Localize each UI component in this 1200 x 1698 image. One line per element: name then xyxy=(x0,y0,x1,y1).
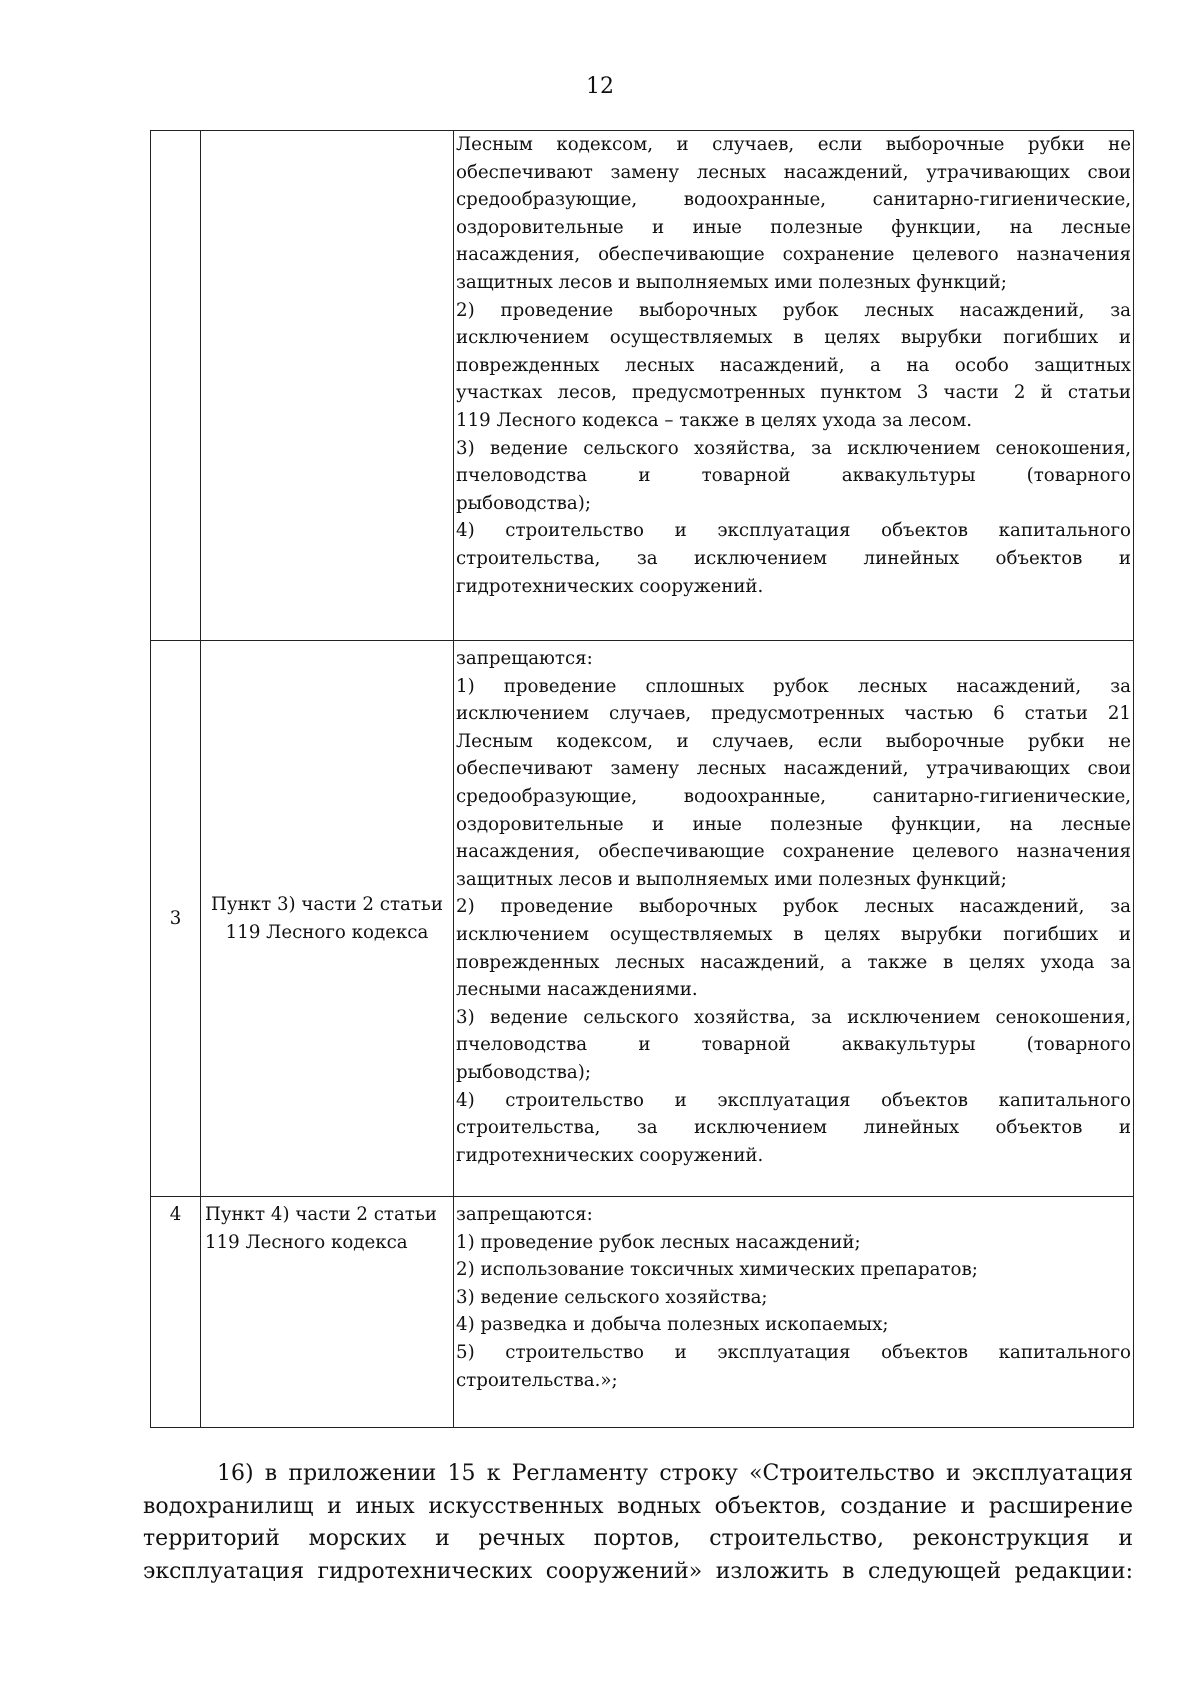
table-row xyxy=(151,641,1134,1197)
restriction-line: 3) ведение сельского хозяйства, за исключением сенокошения, xyxy=(456,1006,1131,1028)
restriction-line: пчеловодства и товарной аквакультуры (товарного xyxy=(456,465,1131,487)
restriction-line: 4) строительство и эксплуатация объектов капитального xyxy=(456,1089,1131,1111)
legal-basis-cell xyxy=(201,131,454,641)
legal-basis-line: Пункт 3) части 2 статьи xyxy=(211,893,443,915)
restriction-line: лесными насаждениями. xyxy=(456,979,698,1001)
restriction-line: средообразующие, водоохранные, санитарно-гигиенические, xyxy=(456,785,1131,807)
legal-basis-line: 119 Лесного кодекса xyxy=(205,1231,408,1253)
table-row xyxy=(151,1197,1134,1428)
restriction-line: 1) проведение сплошных рубок лесных насаждений, за xyxy=(456,675,1131,697)
restriction-line: рыбоводства); xyxy=(456,492,591,514)
restriction-line: запрещаются: xyxy=(456,1204,593,1225)
restriction-line: Лесным кодексом, и случаев, если выборочные рубки не xyxy=(456,730,1131,752)
restriction-line: рыбоводства); xyxy=(456,1061,591,1083)
restriction-line: обеспечивают замену лесных насаждений, утрачивающих свои xyxy=(456,758,1131,780)
restriction-line: 2) использование токсичных химических препаратов; xyxy=(456,1259,978,1281)
regulation-table xyxy=(150,130,1134,1428)
row-number: 4 xyxy=(151,1197,201,1428)
restriction-line: исключением случаев, предусмотренных частью 6 статьи 21 xyxy=(456,703,1131,725)
restriction-line: защитных лесов и выполняемых ими полезных функций; xyxy=(456,271,1007,293)
restriction-line: 119 Лесного кодекса – также в целях ухода за лесом. xyxy=(456,409,973,431)
legal-basis-line: Пункт 4) части 2 статьи xyxy=(205,1204,437,1225)
amendment-paragraph xyxy=(143,1458,1133,1588)
restriction-line: 5) строительство и эксплуатация объектов капитального xyxy=(456,1341,1131,1363)
restriction-line: 4) разведка и добыча полезных ископаемых; xyxy=(456,1314,889,1336)
restriction-line: 3) ведение сельского хозяйства; xyxy=(456,1286,768,1308)
restrictions-cell xyxy=(454,1197,1134,1428)
restriction-line: пчеловодства и товарной аквакультуры (товарного xyxy=(456,1034,1131,1056)
restrictions-cell xyxy=(454,641,1134,1197)
restriction-line: запрещаются: xyxy=(456,648,593,669)
restriction-line: строительства, за исключением линейных объектов и xyxy=(456,547,1131,569)
restriction-line: поврежденных лесных насаждений, а на особо защитных xyxy=(456,354,1131,376)
restrictions-cell xyxy=(454,131,1134,641)
restriction-line: строительства, за исключением линейных объектов и xyxy=(456,1117,1131,1139)
paragraph-line: водохранилищ и иных искусственных водных объектов, создание и расширение xyxy=(143,1493,1133,1519)
restriction-line: средообразующие, водоохранные, санитарно-гигиенические, xyxy=(456,189,1131,211)
restriction-line: гидротехнических сооружений. xyxy=(456,575,764,597)
restriction-line: строительства.»; xyxy=(456,1369,618,1391)
paragraph-line: территорий морских и речных портов, строительство, реконструкция и xyxy=(143,1526,1133,1551)
restriction-line: исключением осуществляемых в целях вырубки погибших и xyxy=(456,327,1131,349)
restriction-line: исключением осуществляемых в целях вырубки погибших и xyxy=(456,923,1131,945)
restriction-line: защитных лесов и выполняемых ими полезных функций; xyxy=(456,868,1007,890)
restriction-line: 2) проведение выборочных рубок лесных насаждений, за xyxy=(456,299,1131,321)
legal-basis-line: 119 Лесного кодекса xyxy=(225,921,429,943)
table-row xyxy=(151,131,1134,641)
restriction-line: 1) проведение рубок лесных насаждений; xyxy=(456,1231,861,1253)
restriction-line: Лесным кодексом, и случаев, если выборочные рубки не xyxy=(456,134,1131,155)
restriction-line: 2) проведение выборочных рубок лесных насаждений, за xyxy=(456,896,1131,918)
legal-basis-cell xyxy=(201,641,454,1197)
row-number xyxy=(151,131,201,641)
restriction-line: оздоровительные и иные полезные функции, на лесные xyxy=(456,216,1131,238)
row-number: 3 xyxy=(151,641,201,1197)
paragraph-line: эксплуатация гидротехнических сооружений» изложить в следующей редакции: xyxy=(143,1558,1133,1584)
restriction-line: участках лесов, предусмотренных пунктом 3 части 2 й статьи xyxy=(456,382,1131,404)
paragraph-line: 16) в приложении 15 к Регламенту строку «Строительство и эксплуатация xyxy=(217,1461,1133,1486)
restriction-line: 4) строительство и эксплуатация объектов капитального xyxy=(456,520,1131,542)
legal-basis-cell xyxy=(201,1197,454,1428)
restriction-line: 3) ведение сельского хозяйства, за исключением сенокошения, xyxy=(456,437,1131,459)
restriction-line: насаждения, обеспечивающие сохранение целевого назначения xyxy=(456,841,1131,863)
restriction-line: насаждения, обеспечивающие сохранение целевого назначения xyxy=(456,244,1131,266)
restriction-line: гидротехнических сооружений. xyxy=(456,1144,764,1166)
restriction-line: поврежденных лесных насаждений, а также в целях ухода за xyxy=(456,951,1131,973)
page-number: 12 xyxy=(586,74,614,99)
restriction-line: обеспечивают замену лесных насаждений, утрачивающих свои xyxy=(456,161,1131,183)
restriction-line: оздоровительные и иные полезные функции, на лесные xyxy=(456,813,1131,835)
